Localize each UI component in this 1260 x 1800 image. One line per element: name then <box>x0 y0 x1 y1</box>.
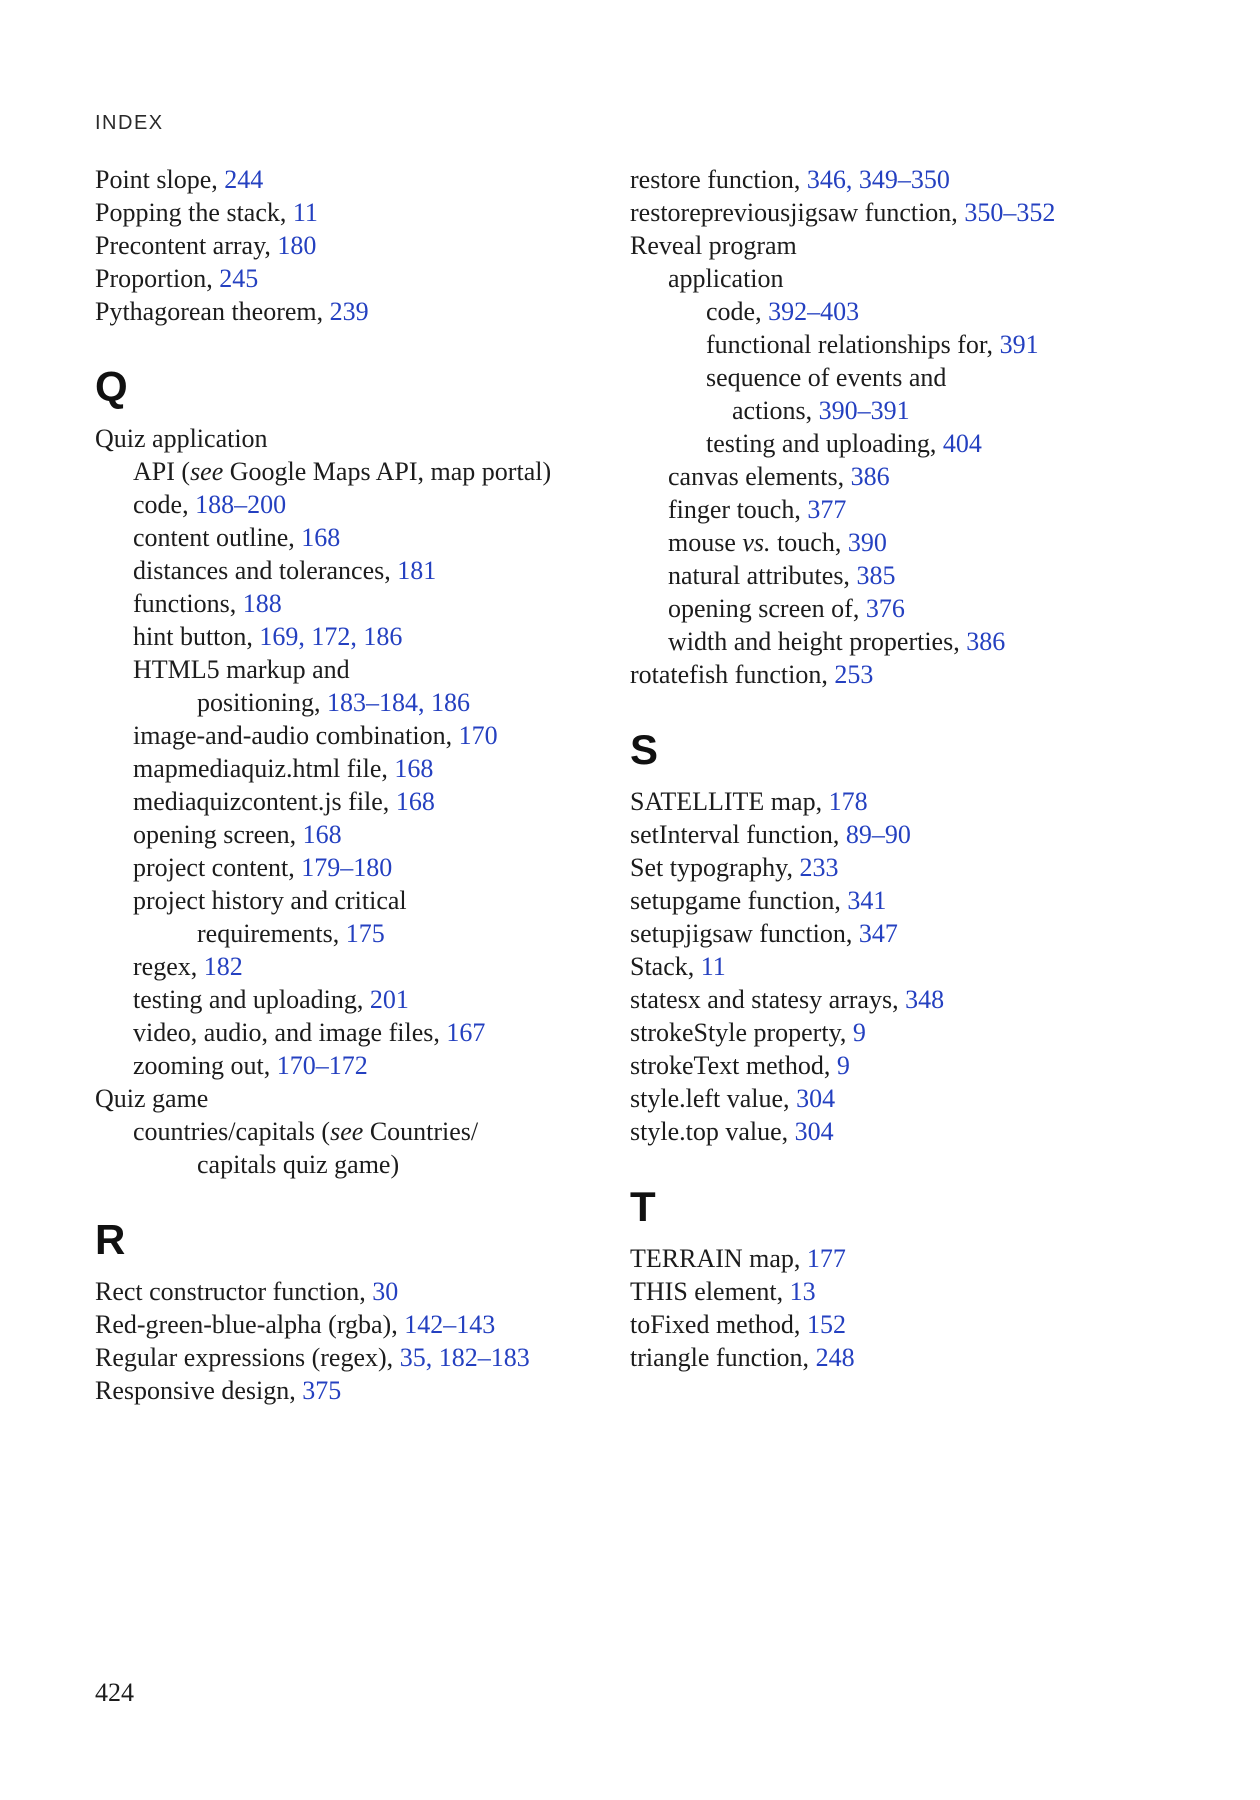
index-entry <box>95 1308 590 1341</box>
page-ref-link[interactable]: 179–180 <box>301 853 393 882</box>
entry-text: style.left value, <box>630 1084 797 1113</box>
index-entry <box>95 196 590 229</box>
index-entry <box>630 559 1165 592</box>
index-entry <box>95 1115 590 1148</box>
index-entry <box>630 427 1165 460</box>
entry-text: Proportion, <box>95 264 220 293</box>
page-ref-link[interactable]: 168 <box>395 787 435 816</box>
page-ref-link[interactable]: 11 <box>292 198 318 227</box>
entry-text-italic: see <box>190 457 224 486</box>
page-ref-link[interactable]: 181 <box>397 556 437 585</box>
entry-text: strokeText method, <box>630 1051 837 1080</box>
entry-text: API ( <box>133 457 191 486</box>
page-ref-link[interactable]: 392–403 <box>768 297 860 326</box>
index-entry <box>95 262 590 295</box>
entry-text: distances and tolerances, <box>133 556 398 585</box>
index-entry <box>95 983 590 1016</box>
page-ref-link[interactable]: 167 <box>446 1018 486 1047</box>
entry-text: Countries/ <box>363 1117 479 1146</box>
index-entry <box>630 328 1165 361</box>
index-entry <box>630 1082 1165 1115</box>
index-entry <box>630 785 1165 818</box>
entry-text: finger touch, <box>668 495 808 524</box>
index-entry <box>630 1016 1165 1049</box>
page-ref-link[interactable]: 11 <box>700 952 726 981</box>
page-ref-link[interactable]: 142–143 <box>404 1310 496 1339</box>
page-ref-link[interactable]: 248 <box>815 1343 855 1372</box>
entry-text: triangle function, <box>630 1343 816 1372</box>
index-entry <box>95 1082 590 1115</box>
index-entry <box>95 488 590 521</box>
index-entry <box>630 1049 1165 1082</box>
index-entry <box>95 653 590 686</box>
entry-text: setupgame function, <box>630 886 848 915</box>
page-ref-link[interactable]: 35, 182–183 <box>399 1343 530 1372</box>
page-ref-link[interactable]: 182 <box>203 952 243 981</box>
index-entry <box>630 950 1165 983</box>
page-header: INDEX <box>95 112 164 134</box>
entry-text: code, <box>706 297 769 326</box>
entry-text: video, audio, and image files, <box>133 1018 447 1047</box>
index-entry <box>95 851 590 884</box>
index-entry <box>95 455 590 488</box>
index-entry <box>630 493 1165 526</box>
page-ref-link[interactable]: 168 <box>301 523 341 552</box>
page-ref-link[interactable]: 375 <box>302 1376 342 1405</box>
entry-text: mediaquizcontent.js file, <box>133 787 396 816</box>
entry-text: rotatefish function, <box>630 660 835 689</box>
page-ref-link[interactable]: 177 <box>806 1244 846 1273</box>
page-ref-link[interactable]: 178 <box>828 787 868 816</box>
page-ref-link[interactable]: 348 <box>905 985 945 1014</box>
page-ref-link[interactable]: 385 <box>856 561 896 590</box>
entry-text: opening screen, <box>133 820 303 849</box>
page-number: 424 <box>95 1678 134 1707</box>
page-ref-link[interactable]: 386 <box>850 462 890 491</box>
entry-text: content outline, <box>133 523 302 552</box>
index-entry <box>95 554 590 587</box>
index-entry <box>630 1308 1165 1341</box>
section-heading-r: R <box>95 1216 126 1263</box>
entry-text: style.top value, <box>630 1117 795 1146</box>
entry-text: code, <box>133 490 196 519</box>
page-ref-link[interactable]: 168 <box>302 820 342 849</box>
page-ref-link[interactable]: 13 <box>789 1277 816 1306</box>
entry-text: Reveal program <box>630 231 797 260</box>
page-ref-link[interactable]: 30 <box>372 1277 399 1306</box>
page-ref-link[interactable]: 9 <box>852 1018 866 1047</box>
page-ref-link[interactable]: 376 <box>865 594 905 623</box>
page-ref-link[interactable]: 188–200 <box>195 490 287 519</box>
page-ref-link[interactable]: 390–391 <box>818 396 910 425</box>
entry-text: actions, <box>732 396 819 425</box>
entry-text: project history and critical <box>133 886 407 915</box>
entry-text: touch, <box>770 528 848 557</box>
entry-text: functions, <box>133 589 243 618</box>
entry-text: Point slope, <box>95 165 225 194</box>
entry-text: Stack, <box>630 952 701 981</box>
entry-text: Rect constructor function, <box>95 1277 373 1306</box>
page-ref-link[interactable]: 346, 349–350 <box>806 165 950 194</box>
page-ref-link[interactable]: 201 <box>369 985 409 1014</box>
index-entry <box>95 785 590 818</box>
entry-text: strokeStyle property, <box>630 1018 853 1047</box>
section-heading-s: S <box>630 726 659 773</box>
entry-text: Responsive design, <box>95 1376 303 1405</box>
page-ref-link[interactable]: 233 <box>799 853 839 882</box>
section-heading-t: T <box>630 1183 656 1230</box>
page-ref-link[interactable]: 175 <box>345 919 385 948</box>
index-entry <box>95 686 590 719</box>
index-entry <box>630 394 1165 427</box>
page-ref-link[interactable]: 341 <box>847 886 887 915</box>
page-ref-link[interactable]: 253 <box>834 660 874 689</box>
entry-text: testing and uploading, <box>133 985 370 1014</box>
index-entry <box>95 229 590 262</box>
index-entry <box>95 950 590 983</box>
page-ref-link[interactable]: 188 <box>242 589 282 618</box>
index-entry <box>95 163 590 196</box>
section-heading-q: Q <box>95 363 128 410</box>
page-ref-link[interactable]: 239 <box>329 297 369 326</box>
page-ref-link[interactable]: 386 <box>966 627 1006 656</box>
index-entry <box>95 295 590 328</box>
page-ref-link[interactable]: 391 <box>999 330 1039 359</box>
index-entry <box>95 521 590 554</box>
entry-text: TERRAIN map, <box>630 1244 807 1273</box>
entry-text: project content, <box>133 853 302 882</box>
index-entry <box>630 884 1165 917</box>
page-ref-link[interactable]: 183–184, 186 <box>327 688 471 717</box>
index-entry <box>95 422 590 455</box>
index-entry <box>95 1016 590 1049</box>
index-entry <box>95 818 590 851</box>
index-entry <box>630 1341 1165 1374</box>
index-entry <box>630 262 1165 295</box>
entry-text: Precontent array, <box>95 231 278 260</box>
page-ref-link[interactable]: 169, 172, 186 <box>259 622 403 651</box>
index-columns <box>95 163 1165 1407</box>
index-entry <box>630 983 1165 1016</box>
page-ref-link[interactable]: 170–172 <box>276 1051 368 1080</box>
entry-text: mouse <box>668 528 743 557</box>
entry-text: width and height properties, <box>668 627 967 656</box>
entry-text: Pythagorean theorem, <box>95 297 330 326</box>
column-left <box>95 163 590 1407</box>
entry-text: Quiz game <box>95 1084 209 1113</box>
entry-text: sequence of events and <box>706 363 947 392</box>
page-ref-link[interactable]: 304 <box>796 1084 836 1113</box>
page-ref-link[interactable]: 9 <box>836 1051 850 1080</box>
entry-text: opening screen of, <box>668 594 866 623</box>
page-ref-link[interactable]: 377 <box>807 495 847 524</box>
index-entry <box>630 1115 1165 1148</box>
entry-text: mapmediaquiz.html file, <box>133 754 395 783</box>
index-entry <box>95 917 590 950</box>
index-entry <box>95 1341 590 1374</box>
index-entry <box>95 719 590 752</box>
entry-text: setInterval function, <box>630 820 846 849</box>
entry-text: zooming out, <box>133 1051 277 1080</box>
entry-text: setupjigsaw function, <box>630 919 859 948</box>
index-entry <box>95 1148 590 1181</box>
index-entry <box>95 1275 590 1308</box>
entry-text: Regular expressions (regex), <box>95 1343 400 1372</box>
entry-text: Quiz application <box>95 424 268 453</box>
entry-text: canvas elements, <box>668 462 851 491</box>
page-ref-link[interactable]: 244 <box>224 165 264 194</box>
index-entry <box>630 295 1165 328</box>
entry-text: application <box>668 264 784 293</box>
entry-text: positioning, <box>197 688 328 717</box>
index-entry <box>95 620 590 653</box>
entry-text: restore function, <box>630 165 807 194</box>
index-entry <box>630 1242 1165 1275</box>
entry-text: statesx and statesy arrays, <box>630 985 906 1014</box>
entry-text: restorepreviousjigsaw function, <box>630 198 965 227</box>
index-entry <box>630 658 1165 691</box>
index-entry <box>95 1374 590 1407</box>
entry-text: hint button, <box>133 622 260 651</box>
index-entry <box>630 625 1165 658</box>
entry-text-italic: vs. <box>742 528 771 557</box>
entry-text: SATELLITE map, <box>630 787 829 816</box>
index-entry <box>630 818 1165 851</box>
entry-text: requirements, <box>197 919 346 948</box>
page-ref-link[interactable]: 304 <box>794 1117 834 1146</box>
entry-text: Set typography, <box>630 853 800 882</box>
index-entry <box>630 1275 1165 1308</box>
entry-text: HTML5 markup and <box>133 655 350 684</box>
index-entry <box>630 851 1165 884</box>
entry-text-italic: see <box>330 1117 364 1146</box>
index-entry <box>95 1049 590 1082</box>
index-entry <box>630 460 1165 493</box>
index-entry <box>630 361 1165 394</box>
index-entry <box>630 196 1165 229</box>
page-ref-link[interactable]: 245 <box>219 264 259 293</box>
entry-text: THIS element, <box>630 1277 790 1306</box>
page-ref-link[interactable]: 180 <box>277 231 317 260</box>
entry-text: capitals quiz game) <box>197 1150 400 1179</box>
entry-text: image-and-audio combination, <box>133 721 459 750</box>
index-entry <box>630 163 1165 196</box>
index-entry <box>630 526 1165 559</box>
entry-text: countries/capitals ( <box>133 1117 331 1146</box>
entry-text: Popping the stack, <box>95 198 293 227</box>
index-entry <box>630 229 1165 262</box>
page-ref-link[interactable]: 168 <box>394 754 434 783</box>
page-ref-link[interactable]: 404 <box>942 429 982 458</box>
page-ref-link[interactable]: 170 <box>458 721 498 750</box>
page-ref-link[interactable]: 390 <box>847 528 887 557</box>
entry-text: functional relationships for, <box>706 330 1000 359</box>
entry-text: toFixed method, <box>630 1310 807 1339</box>
index-entry <box>630 917 1165 950</box>
entry-text: testing and uploading, <box>706 429 943 458</box>
index-entry <box>630 592 1165 625</box>
entry-text: Google Maps API, map portal) <box>223 457 552 486</box>
column-right <box>630 163 1165 1374</box>
entry-text: Red-green-blue-alpha (rgba), <box>95 1310 405 1339</box>
entry-text: natural attributes, <box>668 561 857 590</box>
index-entry <box>95 752 590 785</box>
page-ref-link[interactable]: 347 <box>858 919 898 948</box>
page-ref-link[interactable]: 152 <box>806 1310 846 1339</box>
page-ref-link[interactable]: 350–352 <box>964 198 1056 227</box>
index-entry <box>95 587 590 620</box>
entry-text: regex, <box>133 952 204 981</box>
page-ref-link[interactable]: 89–90 <box>845 820 911 849</box>
index-entry <box>95 884 590 917</box>
